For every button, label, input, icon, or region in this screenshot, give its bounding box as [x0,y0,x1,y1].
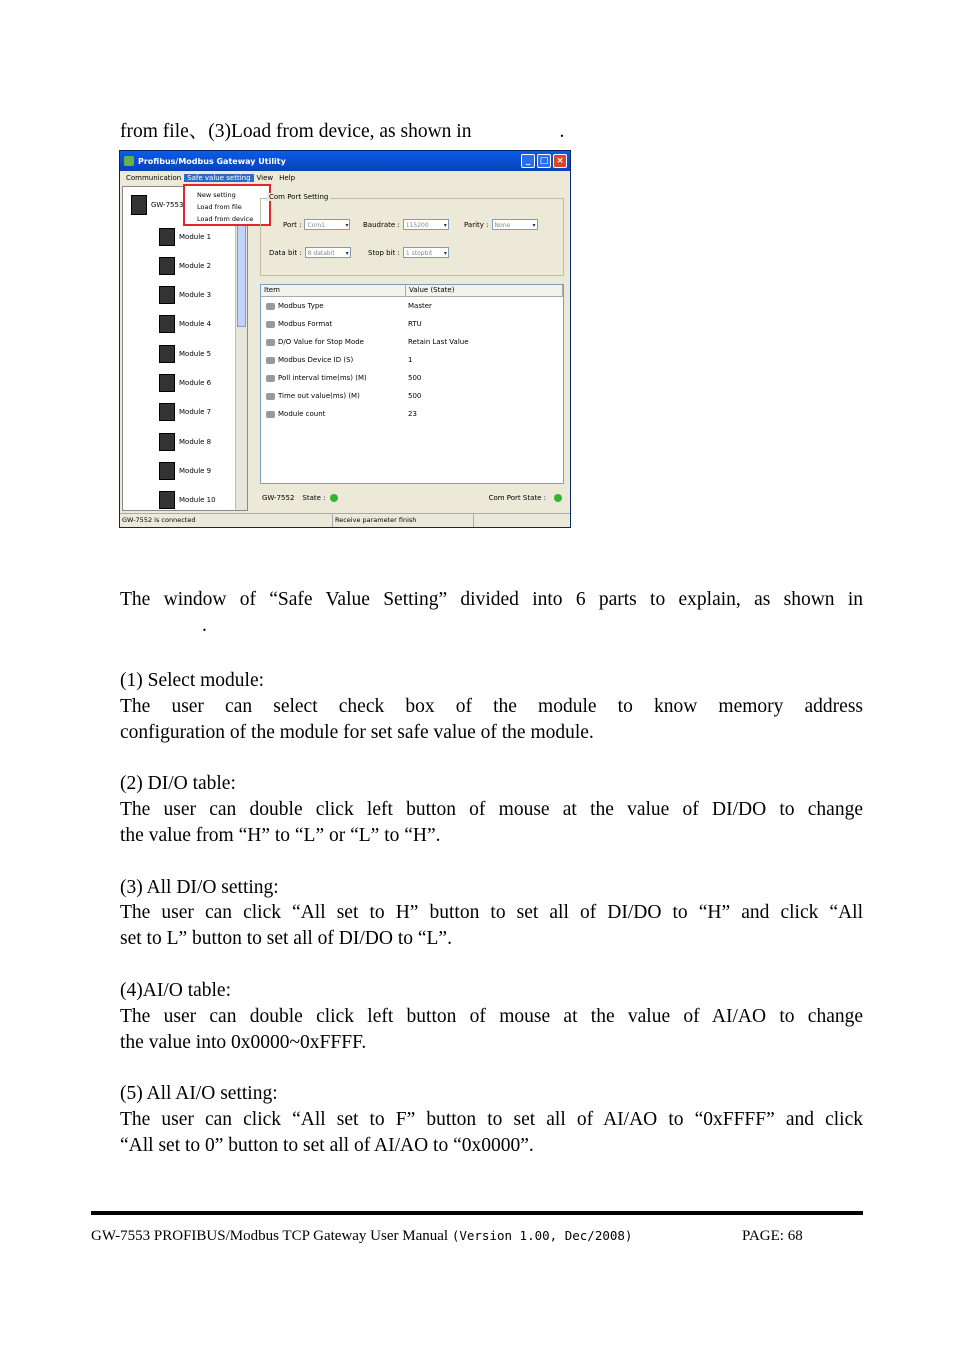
settings-pane [254,186,568,509]
menu-item-load-from-device[interactable]: Load from device [197,215,254,223]
parity-label: Parity : [464,220,489,229]
module-label: Module 7 [179,408,212,416]
intro-line: from file、(3)Load from device, as shown in [120,121,472,142]
pin-icon [266,339,275,346]
parity-field [464,219,538,230]
module-icon [159,433,175,451]
col-value[interactable]: Value (State) [406,285,563,296]
tree-module-1[interactable] [159,228,211,246]
tree-module-5[interactable] [159,345,211,363]
state-line [254,491,568,505]
list-item[interactable] [261,297,563,315]
module-label: Module 5 [179,350,212,358]
footer-page-number: PAGE: 68 [742,1228,803,1244]
comport-state-label: Com Port State : [488,494,546,502]
row-value: Retain Last Value [408,338,469,346]
row-value: 1 [408,356,413,364]
menu-help[interactable]: Help [279,173,296,182]
row-item: Modbus Type [278,302,324,310]
module-label: Module 4 [179,320,212,328]
state-label: State : [302,494,326,502]
section-3-line1: The user can click “All set to H” button to set all of DI/DO to “H” and click “All [120,902,863,923]
intro-text [120,119,863,145]
list-item[interactable] [261,387,563,405]
status-message: Receive parameter finish [333,514,474,527]
root-label: GW-7553 [151,201,184,209]
section-2-title: (2) DI/O table: [120,773,236,794]
section-5-title: (5) All AI/O setting: [120,1083,278,1104]
module-tree [122,186,248,511]
app-icon [124,156,134,166]
databit-label: Data bit : [269,248,302,257]
section-1-line2: configuration of the module for set safe value of the module. [120,722,594,743]
section-2-line2: the value from “H” to “L” or “L” to “H”. [120,825,441,846]
footer-manual-title: GW-7553 PROFIBUS/Modbus TCP Gateway User Manual [91,1228,452,1244]
list-item[interactable] [261,333,563,351]
tree-root[interactable] [131,195,183,215]
module-label: Module 3 [179,291,212,299]
row-item: Modbus Device ID (S) [278,356,354,364]
pin-icon [266,411,275,418]
row-item: Module count [278,410,326,418]
state-device: GW-7552 [262,494,295,502]
row-item: Poll interval time(ms) (M) [278,374,367,382]
tree-module-4[interactable] [159,315,211,333]
pin-icon [266,303,275,310]
menu-item-new-setting[interactable]: New setting [197,191,236,199]
gateway-icon [131,195,147,215]
module-label: Module 9 [179,467,212,475]
port-label: Port : [283,220,302,229]
section-1-title: (1) Select module: [120,670,265,691]
list-item[interactable] [261,315,563,333]
section-5-line1: The user can click “All set to F” button to set all of AI/AO to “0xFFFF” and click [120,1109,863,1130]
menu-safe-value-setting[interactable]: Safe value setting [184,174,253,182]
status-empty [474,514,570,527]
module-icon [159,286,175,304]
close-icon[interactable]: × [553,154,567,168]
module-icon [159,491,175,509]
port-field [283,219,350,230]
databit-select[interactable]: 8 databit ▾ [305,247,351,258]
module-label: Module 6 [179,379,212,387]
row-value: RTU [408,320,422,328]
window-desc-line1: The window of “Safe Value Setting” divided into 6 parts to explain, as shown in [120,589,863,610]
module-icon [159,315,175,333]
tree-module-9[interactable] [159,462,211,480]
list-item[interactable] [261,405,563,423]
tree-module-2[interactable] [159,257,211,275]
intro-period: . [559,121,565,142]
section-3-line2: set to L” button to set all of DI/DO to “L”. [120,928,452,949]
baud-select[interactable]: 115200 ▾ [403,219,449,230]
com-port-group [260,193,564,276]
module-icon [159,374,175,392]
module-icon [159,462,175,480]
row-value: 500 [408,392,422,400]
pin-icon [266,321,275,328]
module-label: Module 8 [179,438,212,446]
section-3-title: (3) All DI/O setting: [120,877,279,898]
footer-manual [91,1228,632,1245]
maximize-icon[interactable]: □ [537,154,551,168]
row-item: Time out value(ms) (M) [278,392,360,400]
comport-state-led-icon [554,494,562,502]
tree-module-10[interactable] [159,491,216,509]
pin-icon [266,357,275,364]
module-label: Module 2 [179,262,212,270]
status-bar [120,513,570,527]
tree-scrollbar[interactable] [235,187,247,510]
stopbit-field [368,247,449,258]
col-item[interactable]: Item [261,285,406,296]
parity-select[interactable]: None ▾ [492,219,538,230]
tree-module-8[interactable] [159,433,211,451]
pin-icon [266,393,275,400]
stopbit-label: Stop bit : [368,248,400,257]
row-value: 23 [408,410,417,418]
group-label: Com Port Setting [269,193,329,201]
menu-communication[interactable]: Communication [126,173,182,182]
row-item: D/O Value for Stop Mode [278,338,364,346]
section-4-line1: The user can double click left button of mouse at the value of AI/AO to change [120,1006,863,1027]
port-select[interactable]: Com1 ▾ [304,219,350,230]
scroll-thumb[interactable] [237,217,246,327]
row-item: Modbus Format [278,320,333,328]
module-icon [159,345,175,363]
module-icon [159,257,175,275]
tree-module-3[interactable] [159,286,211,304]
window-title: Profibus/Modbus Gateway Utility [138,156,286,166]
stopbit-select[interactable]: 1 stopbit ▾ [403,247,449,258]
footer-version: (Version 1.00, Dec/2008) [451,1228,633,1243]
window-desc-line2: . [202,615,207,636]
baud-label: Baudrate : [363,220,400,229]
section-2-line1: The user can double click left button of mouse at the value of DI/DO to change [120,799,863,820]
section-4-line2: the value into 0x0000~0xFFFF. [120,1032,367,1053]
tree-module-7[interactable] [159,403,211,421]
tree-module-6[interactable] [159,374,211,392]
minimize-icon[interactable]: _ [521,154,535,168]
section-1-line1: The user can select check box of the module to know memory address [120,696,863,717]
module-label: Module 10 [179,496,216,504]
section-4-title: (4)AI/O table: [120,980,232,1001]
status-connection: GW-7552 is connected [120,514,333,527]
row-value: Master [408,302,432,310]
menu-bar [120,171,570,184]
utility-window-screenshot [119,150,571,528]
list-item[interactable] [261,351,563,369]
row-value: 500 [408,374,422,382]
baud-field [363,219,449,230]
list-item[interactable] [261,369,563,387]
menu-view[interactable]: View [256,173,274,182]
section-5-line2: “All set to 0” button to set all of AI/AO to “0x0000”. [120,1135,534,1156]
footer-rule [91,1211,863,1215]
title-bar [120,151,570,171]
menu-item-load-from-file[interactable]: Load from file [197,203,242,211]
module-icon [159,403,175,421]
parameter-list [260,284,564,484]
pin-icon [266,375,275,382]
device-state-led-icon [330,494,338,502]
list-header [261,285,563,297]
module-label: Module 1 [179,233,212,241]
databit-field [269,247,351,258]
module-icon [159,228,175,246]
